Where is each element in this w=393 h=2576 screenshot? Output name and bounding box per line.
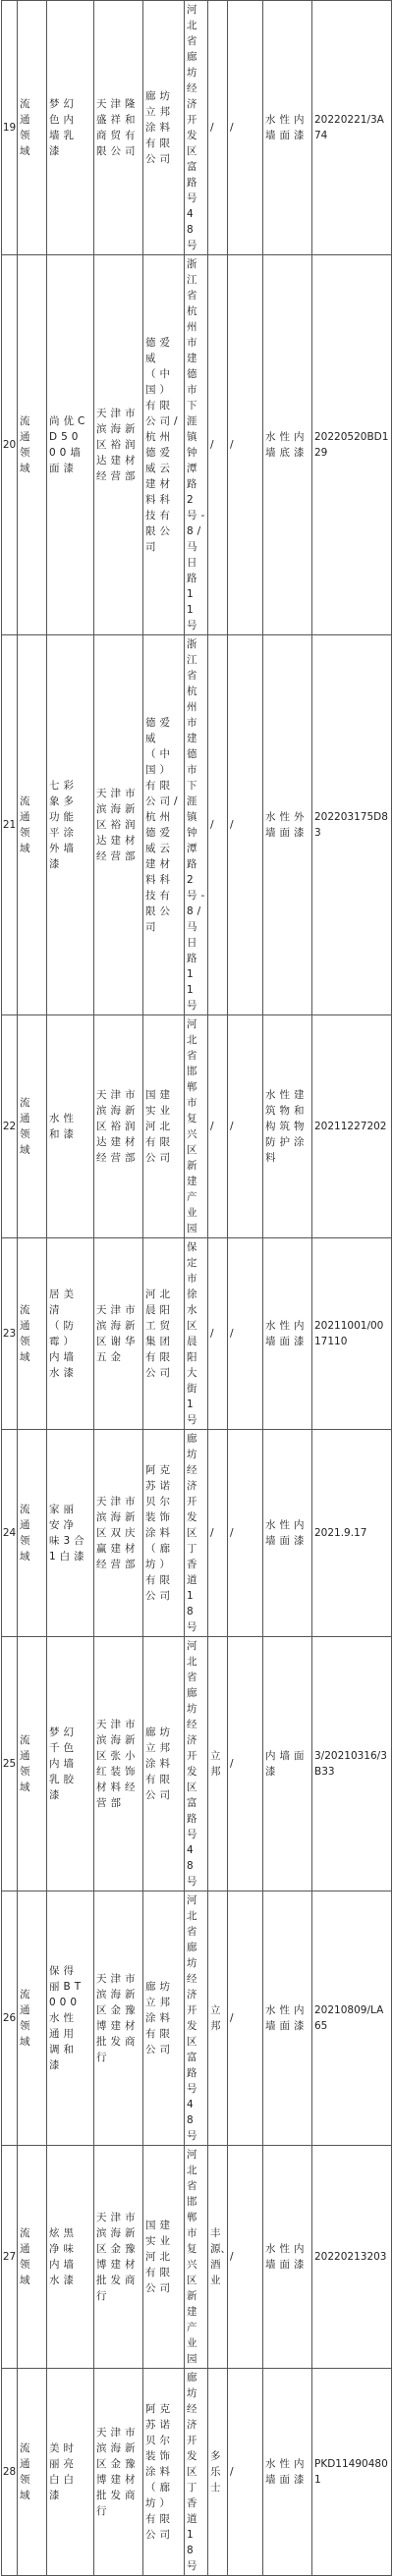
spec-cell: / [228, 1238, 263, 1430]
category-cell: 水性外墙面漆 [263, 635, 312, 1015]
batch-cell: 20220221/3A74 [312, 1, 392, 255]
product-cell: 梦幻千色内墙乳胶漆 [47, 1637, 94, 1891]
product-cell: 家丽安净味3合1白漆 [47, 1430, 94, 1637]
maker-cell: 阿克苏诺贝尔装饰涂料（廊坊）有限公司 [143, 2369, 185, 2576]
brand-cell: / [208, 1430, 228, 1637]
maker-cell: 河北晨阳工贸集团有限公司 [143, 1238, 185, 1430]
table-row [2, 2369, 392, 2576]
batch-cell: PKD114904801 [312, 2369, 392, 2576]
category-cell: 水性内墙面漆 [263, 1891, 312, 2146]
seller-cell: 天津隆盛祥和商贸有限公司 [94, 1, 143, 255]
address-cell: 河北省邯郸市复兴区新建产业园 [185, 2146, 208, 2369]
area-cell: 流通领域 [18, 2146, 47, 2369]
brand-cell: 立邦 [208, 1637, 228, 1891]
batch-cell: 3/20210316/3B33 [312, 1637, 392, 1891]
table-row [2, 1891, 392, 2146]
area-cell: 流通领域 [18, 1891, 47, 2146]
area-cell: 流通领域 [18, 1637, 47, 1891]
row-number: 27 [2, 2146, 18, 2369]
table-row [2, 1637, 392, 1891]
category-cell: 内墙面漆 [263, 1637, 312, 1891]
seller-cell: 天津市滨海新区裕润达建材经营部 [94, 255, 143, 635]
batch-cell: 20220213203 [312, 2146, 392, 2369]
product-cell: 尚优CD5000墙面漆 [47, 255, 94, 635]
area-cell: 流通领域 [18, 2369, 47, 2576]
address-cell: 河北省廊坊经济开发区富路号48号 [185, 1891, 208, 2146]
seller-cell: 天津市滨海新区金豫博建材批发商行 [94, 1891, 143, 2146]
spec-cell: / [228, 2146, 263, 2369]
area-cell: 流通领域 [18, 1, 47, 255]
batch-cell: 20220520BD129 [312, 255, 392, 635]
seller-cell: 天津市滨海新区谢华五金 [94, 1238, 143, 1430]
maker-cell: 国建实业河北有限公司 [143, 1015, 185, 1238]
maker-cell: 国建实业河北有限公司 [143, 2146, 185, 2369]
maker-cell: 德爱威（中国）有限公司/杭州德爱威云建材料科技有限公司 [143, 635, 185, 1015]
product-cell: 七彩象多功能平涂外墙漆 [47, 635, 94, 1015]
spec-cell: / [228, 1015, 263, 1238]
address-cell: 保定市徐水区晨阳大街1号 [185, 1238, 208, 1430]
address-cell: 浙江省杭州市建德市下涯镇钟潭路2号-8/马日路11号 [185, 255, 208, 635]
product-cell: 炫黑净味内墙水漆 [47, 2146, 94, 2369]
category-cell: 水性内墙面漆 [263, 1238, 312, 1430]
spec-cell: / [228, 1430, 263, 1637]
seller-cell: 天津市滨海新区张小红装饰材料经营部 [94, 1637, 143, 1891]
maker-cell: 阿克苏诺贝尔装饰涂料（廊坊）有限公司 [143, 1430, 185, 1637]
area-cell: 流通领域 [18, 1430, 47, 1637]
row-number: 20 [2, 255, 18, 635]
batch-cell: 2021.9.17 [312, 1430, 392, 1637]
batch-cell: 202203175D83 [312, 635, 392, 1015]
brand-cell: / [208, 1015, 228, 1238]
address-cell: 河北省廊坊经济开发区富路号48号 [185, 1637, 208, 1891]
brand-cell: / [208, 255, 228, 635]
product-cell: 保得丽BT000水性通用调和漆 [47, 1891, 94, 2146]
spec-cell: / [228, 1, 263, 255]
table-row [2, 635, 392, 1015]
brand-cell: 多乐士 [208, 2369, 228, 2576]
row-number: 25 [2, 1637, 18, 1891]
category-cell: 水性内墙底漆 [263, 255, 312, 635]
batch-cell: 20211227202 [312, 1015, 392, 1238]
row-number: 26 [2, 1891, 18, 2146]
row-number: 23 [2, 1238, 18, 1430]
category-cell: 水性内墙面漆 [263, 2369, 312, 2576]
maker-cell: 廊坊立邦涂料有限公司 [143, 1891, 185, 2146]
brand-cell: 丰源、酒业 [208, 2146, 228, 2369]
brand-cell: 立邦 [208, 1891, 228, 2146]
brand-cell: / [208, 1, 228, 255]
table-row [2, 1015, 392, 1238]
seller-cell: 天津市滨海新区裕润达建材经营部 [94, 1015, 143, 1238]
address-cell: 廊坊经济开发区丁香道18号 [185, 1430, 208, 1637]
spec-cell: / [228, 1891, 263, 2146]
brand-cell: / [208, 1238, 228, 1430]
sampling-results-table [1, 0, 392, 2576]
area-cell: 流通领域 [18, 255, 47, 635]
address-cell: 浙江省杭州市建德市下涯镇钟潭路2号-8/马日路11号 [185, 635, 208, 1015]
maker-cell: 廊坊立邦涂料有限公司 [143, 1, 185, 255]
spec-cell: / [228, 255, 263, 635]
spec-cell: / [228, 635, 263, 1015]
table-row [2, 255, 392, 635]
category-cell: 水性内墙面漆 [263, 1, 312, 255]
seller-cell: 天津市滨海新区双庆赢建材经营部 [94, 1430, 143, 1637]
seller-cell: 天津市滨海新区金豫博建材批发商行 [94, 2146, 143, 2369]
row-number: 24 [2, 1430, 18, 1637]
maker-cell: 德爱威（中国）有限公司/杭州德爱威云建材料科技有限公司 [143, 255, 185, 635]
category-cell: 水性内墙面漆 [263, 1430, 312, 1637]
table-row [2, 1238, 392, 1430]
category-cell: 水性建筑物和构筑物防护涂料 [263, 1015, 312, 1238]
spec-cell: / [228, 1637, 263, 1891]
product-cell: 美时丽亮白白漆 [47, 2369, 94, 2576]
maker-cell: 廊坊立邦涂料有限公司 [143, 1637, 185, 1891]
row-number: 21 [2, 635, 18, 1015]
seller-cell: 天津市滨海新区金豫博建材批发商行 [94, 2369, 143, 2576]
category-cell: 水性内墙面漆 [263, 2146, 312, 2369]
table-row [2, 1430, 392, 1637]
address-cell: 河北省廊坊经济开发区富路号48号 [185, 1, 208, 255]
product-cell: 居美清（防霉）内墙水漆 [47, 1238, 94, 1430]
table-row [2, 1, 392, 255]
address-cell: 河北省邯郸市复兴区新建产业园 [185, 1015, 208, 1238]
product-cell: 梦幻色内墙乳漆 [47, 1, 94, 255]
batch-cell: 20210809/LA65 [312, 1891, 392, 2146]
address-cell: 廊坊经济开发区丁香道18号 [185, 2369, 208, 2576]
batch-cell: 20211001/0017110 [312, 1238, 392, 1430]
area-cell: 流通领域 [18, 1238, 47, 1430]
seller-cell: 天津市滨海新区裕润达建材经营部 [94, 635, 143, 1015]
table-row [2, 2146, 392, 2369]
area-cell: 流通领域 [18, 635, 47, 1015]
area-cell: 流通领域 [18, 1015, 47, 1238]
row-number: 22 [2, 1015, 18, 1238]
product-cell: 水性和漆 [47, 1015, 94, 1238]
brand-cell: / [208, 635, 228, 1015]
row-number: 28 [2, 2369, 18, 2576]
row-number: 19 [2, 1, 18, 255]
spec-cell: / [228, 2369, 263, 2576]
